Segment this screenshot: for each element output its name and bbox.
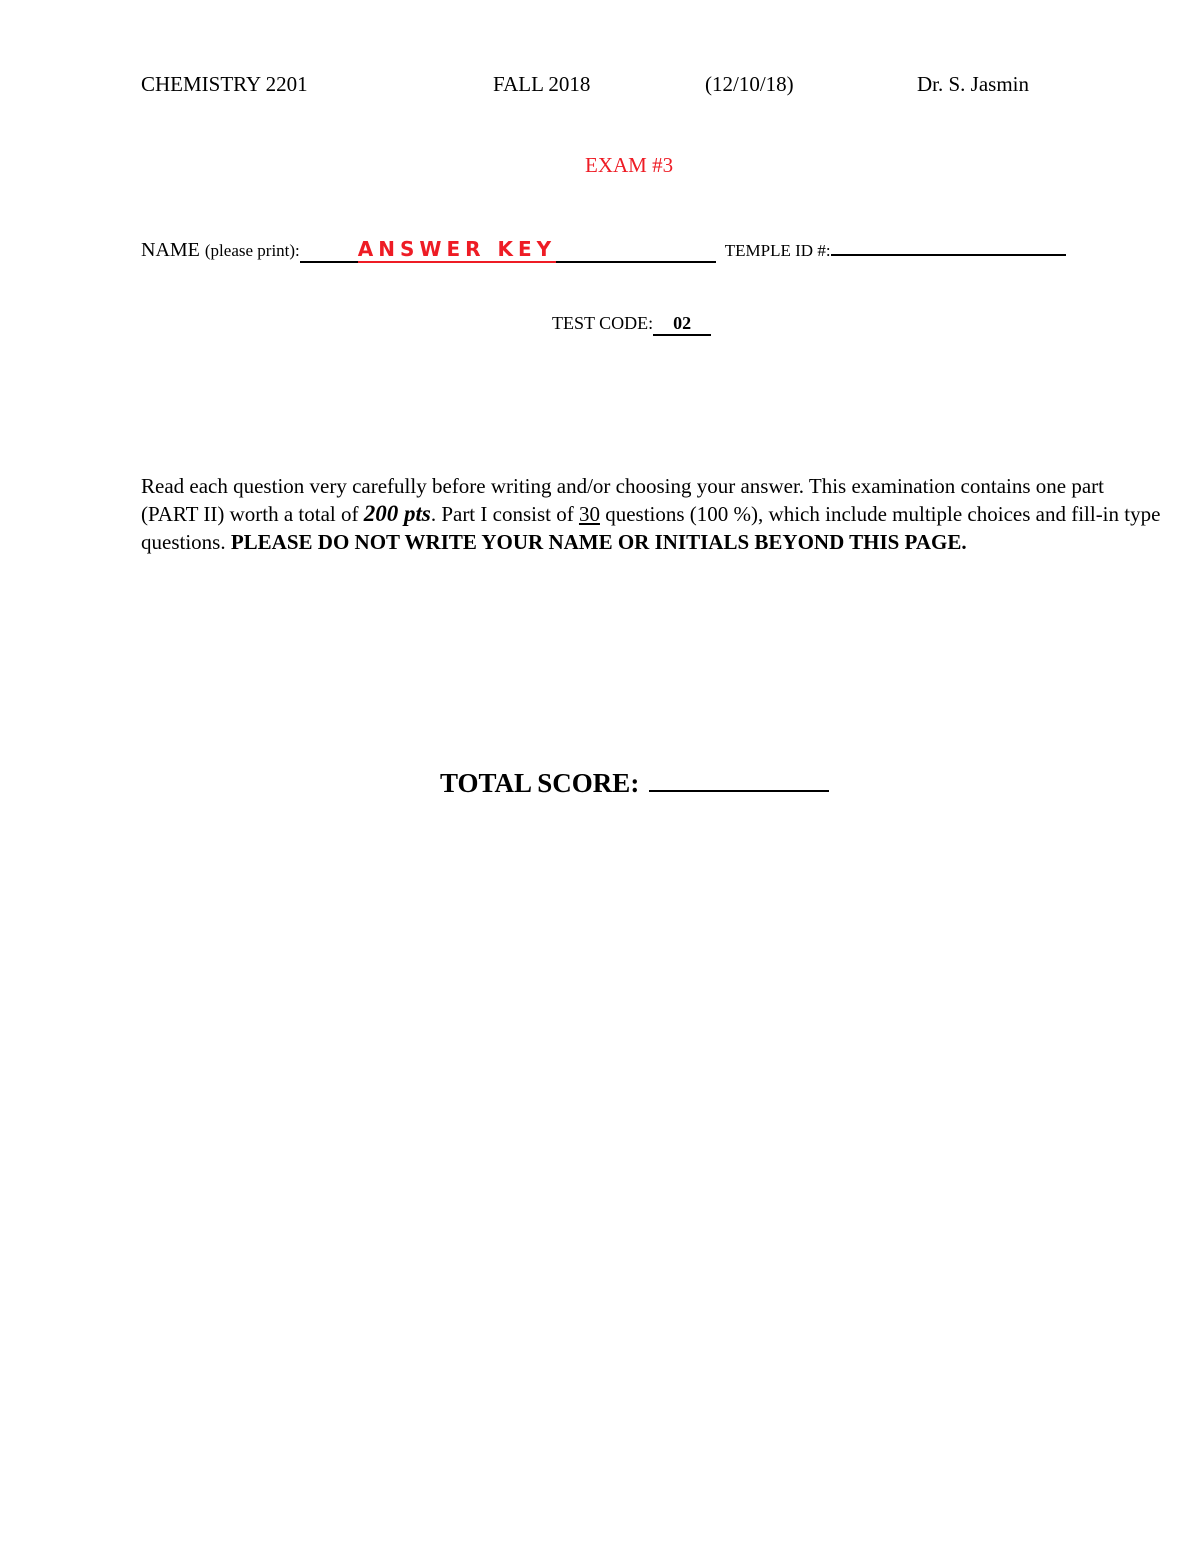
exam-date: (12/10/18) [705, 72, 794, 96]
term: FALL 2018 [493, 72, 591, 96]
total-score-field[interactable] [649, 766, 829, 792]
instructions-sentence-2-start: . Part I consist of [430, 502, 574, 526]
instructions-sentence-1: Read each question very carefully before writing and/or choosing your answer. This examination contains one part (PART II) worth a total of [141, 474, 1104, 526]
instructions-sentence-2-end: questions (100 %), which include multiple choices and fill-in type questions. [141, 502, 1161, 554]
test-code-label: TEST CODE: [552, 313, 654, 333]
instructor-name: Dr. S. Jasmin [917, 72, 1030, 96]
total-points: 200 pts [363, 501, 431, 526]
temple-id-field[interactable] [831, 232, 1066, 256]
exam-title: EXAM #3 [585, 153, 674, 177]
test-code-value: 02 [653, 313, 711, 336]
name-field[interactable] [300, 237, 716, 263]
total-score-label: TOTAL SCORE: [440, 768, 640, 798]
name-row [141, 232, 1066, 263]
total-score-row [440, 766, 829, 799]
name-hint: (please print): [204, 241, 300, 260]
course-name: CHEMISTRY 2201 [141, 72, 308, 96]
name-value: ANSWER KEY [357, 237, 557, 261]
name-label: NAME [141, 239, 200, 261]
test-code-row [552, 313, 711, 336]
question-count: 30 [578, 502, 600, 526]
instructions [141, 472, 1161, 556]
temple-id-label: TEMPLE ID #: [724, 241, 831, 260]
instructions-warning: PLEASE DO NOT WRITE YOUR NAME OR INITIALS BEYOND THIS PAGE. [230, 530, 967, 554]
